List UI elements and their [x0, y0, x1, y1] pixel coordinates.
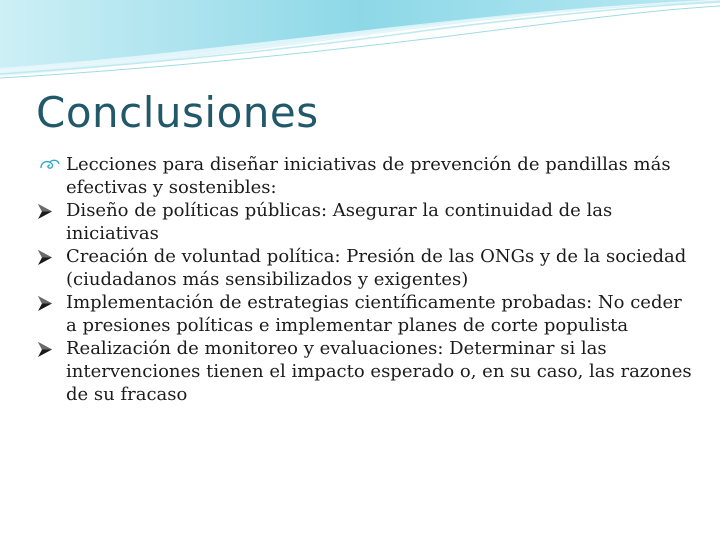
arrow-bullet-icon	[35, 200, 59, 223]
arrow-bullet-icon	[35, 338, 59, 361]
bullet-text: Implementación de estrategias científicamente probadas: No ceder a presiones políticas e implementar planes de corte populista	[66, 292, 682, 336]
slide-title: Conclusiones	[36, 88, 319, 137]
bullet-item	[36, 245, 696, 291]
bullet-item	[36, 337, 696, 406]
header-wave-decoration	[0, 0, 720, 80]
bullet-item	[36, 291, 696, 337]
bullet-icon	[38, 153, 62, 176]
arrow-bullet-icon	[35, 292, 59, 315]
bullet-text: Realización de monitoreo y evaluaciones: Determinar si las intervenciones tienen el impacto esperado o, en su caso, las razones de su fracaso	[66, 338, 692, 405]
bullet-text: Lecciones para diseñar iniciativas de prevención de pandillas más efectivas y sostenibles:	[66, 154, 671, 198]
bullet-text: Diseño de políticas públicas: Asegurar la continuidad de las iniciativas	[66, 200, 613, 244]
arrow-bullet-icon	[35, 246, 59, 269]
bullet-item	[36, 199, 696, 245]
bullet-item	[36, 153, 696, 199]
bullet-text: Creación de voluntad política: Presión de las ONGs y de la sociedad (ciudadanos más sensibilizados y exigentes)	[66, 246, 687, 290]
bullet-list	[36, 153, 696, 406]
